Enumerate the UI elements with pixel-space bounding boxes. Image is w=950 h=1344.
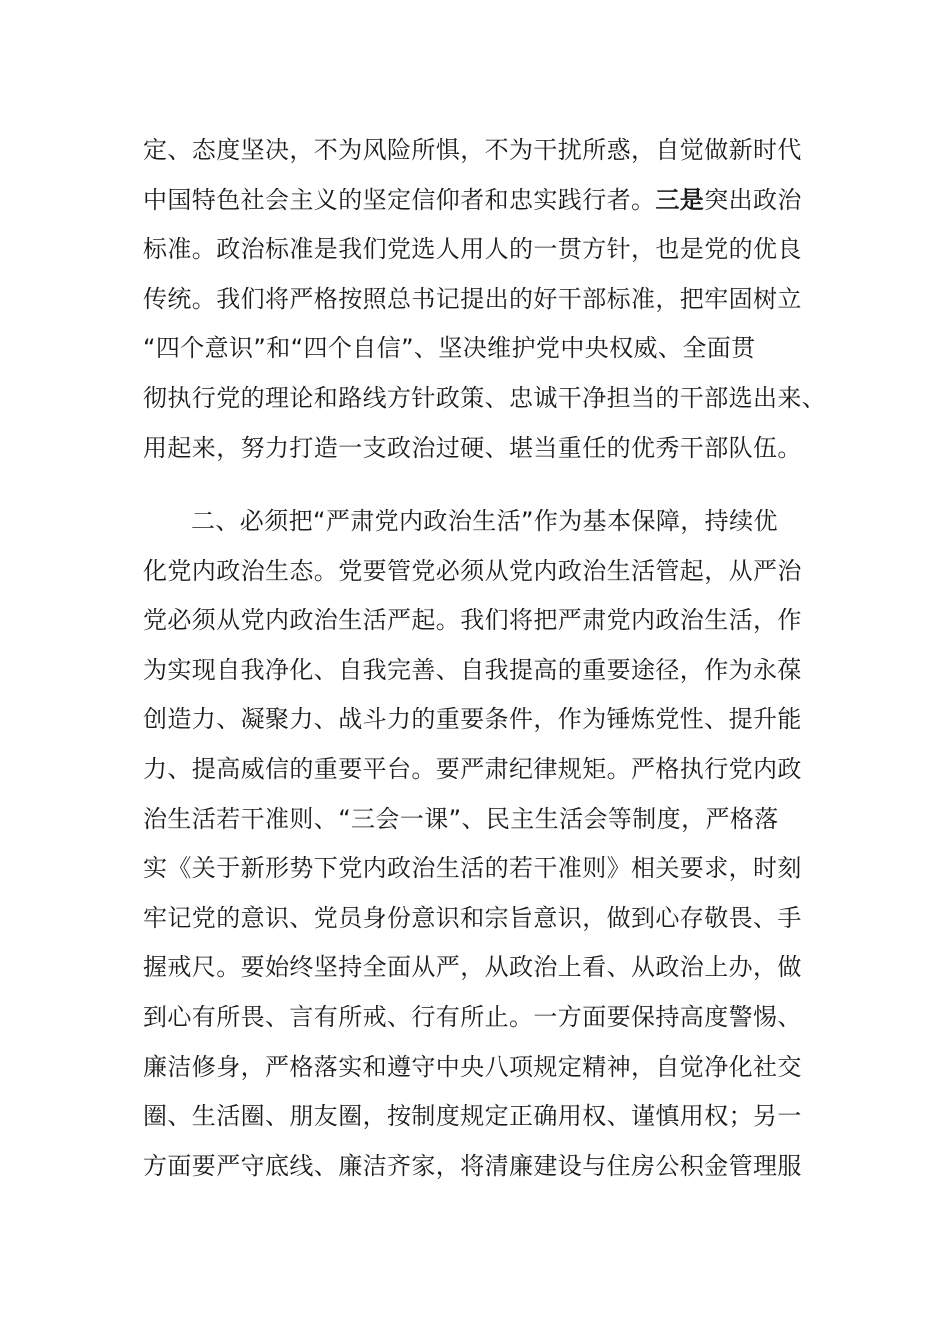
text-line: 彻执行党的理论和路线方针政策、忠诚干净担当的干部选出来、 [143,383,827,412]
paragraph-party-political-life [143,497,823,1191]
text-line: 圈、生活圈、朋友圈，按制度规定正确用权、谨慎用权；另一 [143,1102,802,1131]
text-line: 传统。我们将严格按照总书记提出的好干部标准，把牢固树立 [143,284,802,313]
text-line [143,176,823,226]
paragraph-political-standard [143,126,827,473]
text-line: 为实现自我净化、自我完善、自我提高的重要途径，作为永葆 [143,655,802,684]
text-line: 治生活若干准则、“三会一课”、民主生活会等制度，严格落 [143,804,779,833]
text-line: “四个意识”和“四个自信”、坚决维护党中央权威、全面贯 [143,334,756,363]
text-line: 党必须从党内政治生活严起。我们将把严肃党内政治生活，作 [143,606,802,635]
text-line: 用起来，努力打造一支政治过硬、堪当重任的优秀干部队伍。 [143,433,802,462]
text-line: 化党内政治生态。党要管党必须从党内政治生活管起，从严治 [143,556,802,585]
text-line: 握戒尺。要始终坚持全面从严，从政治上看、从政治上办，做 [143,953,802,982]
text-line: 廉洁修身，严格落实和遵守中央八项规定精神，自觉净化社交 [143,1052,802,1081]
text-line: 实《关于新形势下党内政治生活的若干准则》相关要求，时刻 [143,854,802,883]
text-line: 标准。政治标准是我们党选人用人的一贯方针，也是党的优良 [143,235,802,264]
text-line: 创造力、凝聚力、战斗力的重要条件，作为锤炼党性、提升能 [143,705,802,734]
text-line: 牢记党的意识、党员身份意识和宗旨意识，做到心存敬畏、手 [143,903,802,932]
text-line: 方面要严守底线、廉洁齐家，将清廉建设与住房公积金管理服 [143,1151,802,1180]
bold-marker: 三是 [655,185,705,214]
text-line: 定、态度坚决，不为风险所惧，不为干扰所惑，自觉做新时代 [143,136,802,164]
text-line: 到心有所畏、言有所戒、行有所止。一方面要保持高度警惕、 [143,1002,802,1031]
text-line: 力、提高威信的重要平台。要严肃纪律规矩。严格执行党内政 [143,754,802,783]
section-heading-line: 二、必须把“严肃党内政治生活”作为基本保障，持续优 [191,507,778,535]
text-span: 中国特色社会主义的坚定信仰者和忠实践行者。 [143,185,656,214]
text-span: 突出政治 [704,185,802,214]
